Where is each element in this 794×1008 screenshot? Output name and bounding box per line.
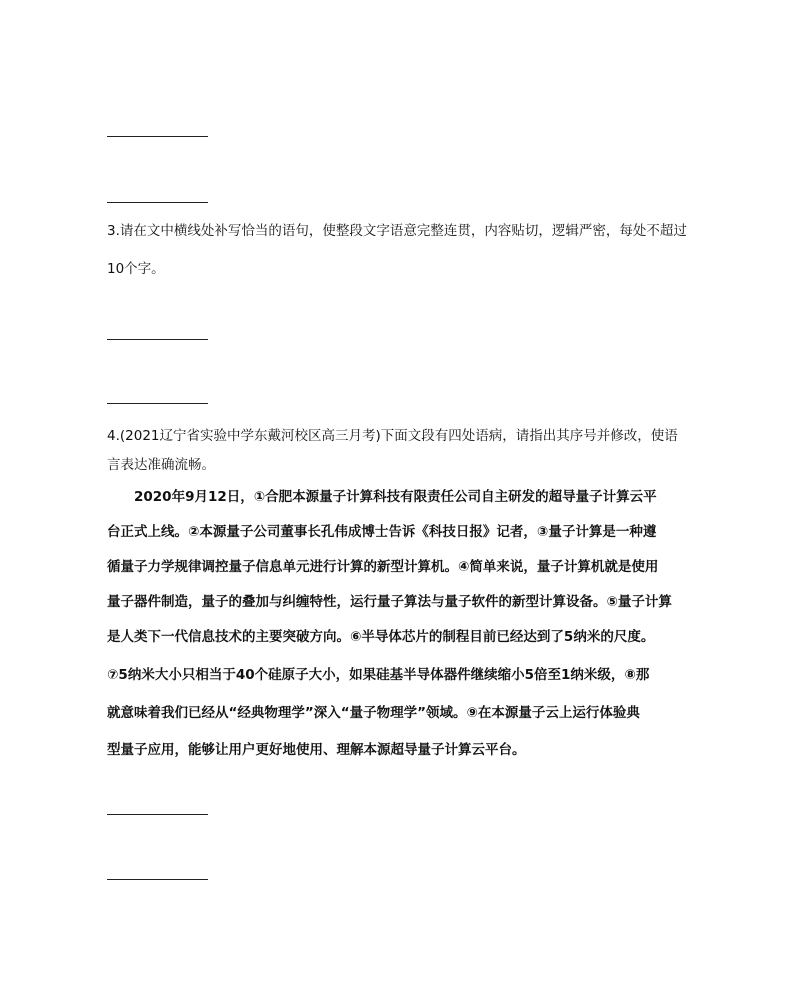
answer-blank-line-5[interactable]: [107, 814, 208, 815]
question-3-line-1: 3.请在文中横线处补写恰当的语句，使整段文字语意完整连贯，内容贴切，逻辑严密，每处不超过: [107, 223, 687, 239]
passage-line-1: 2020年9月12日，①合肥本源量子计算科技有限责任公司自主研发的超导量子计算云平: [134, 489, 657, 505]
passage-line-5: 是人类下一代信息技术的主要突破方向。⑥半导体芯片的制程目前已经达到了5纳米的尺度。: [107, 629, 655, 645]
passage-line-8: 型量子应用，能够让用户更好地使用、理解本源超导量子计算云平台。: [107, 742, 526, 758]
passage-line-7: 就意味着我们已经从“经典物理学”深入“量子物理学”领域。⑨在本源量子云上运行体验典: [107, 705, 640, 721]
passage-line-4: 量子器件制造，量子的叠加与纠缠特性，运行量子算法与量子软件的新型计算设备。⑤量子计算: [107, 594, 672, 610]
answer-blank-line-6[interactable]: [107, 879, 208, 880]
question-4-line-2: 言表达准确流畅。: [107, 457, 215, 473]
answer-blank-line-2[interactable]: [107, 202, 208, 203]
passage-line-2: 台正式上线。②本源量子公司董事长孔伟成博士告诉《科技日报》记者，③量子计算是一种遵: [107, 524, 657, 540]
answer-blank-line-4[interactable]: [107, 403, 208, 404]
answer-blank-line-3[interactable]: [107, 339, 208, 340]
question-4-line-1: 4.(2021辽宁省实验中学东戴河校区高三月考)下面文段有四处语病，请指出其序号并修改，使语: [107, 428, 678, 444]
passage-line-6: ⑦5纳米大小只相当于40个硅原子大小，如果硅基半导体器件继续缩小5倍至1纳米级，⑧那: [107, 667, 650, 683]
answer-blank-line-1[interactable]: [107, 136, 208, 137]
question-3-line-2: 10个字。: [107, 261, 165, 277]
passage-line-3: 循量子力学规律调控量子信息单元进行计算的新型计算机。④简单来说，量子计算机就是使用: [107, 559, 659, 575]
